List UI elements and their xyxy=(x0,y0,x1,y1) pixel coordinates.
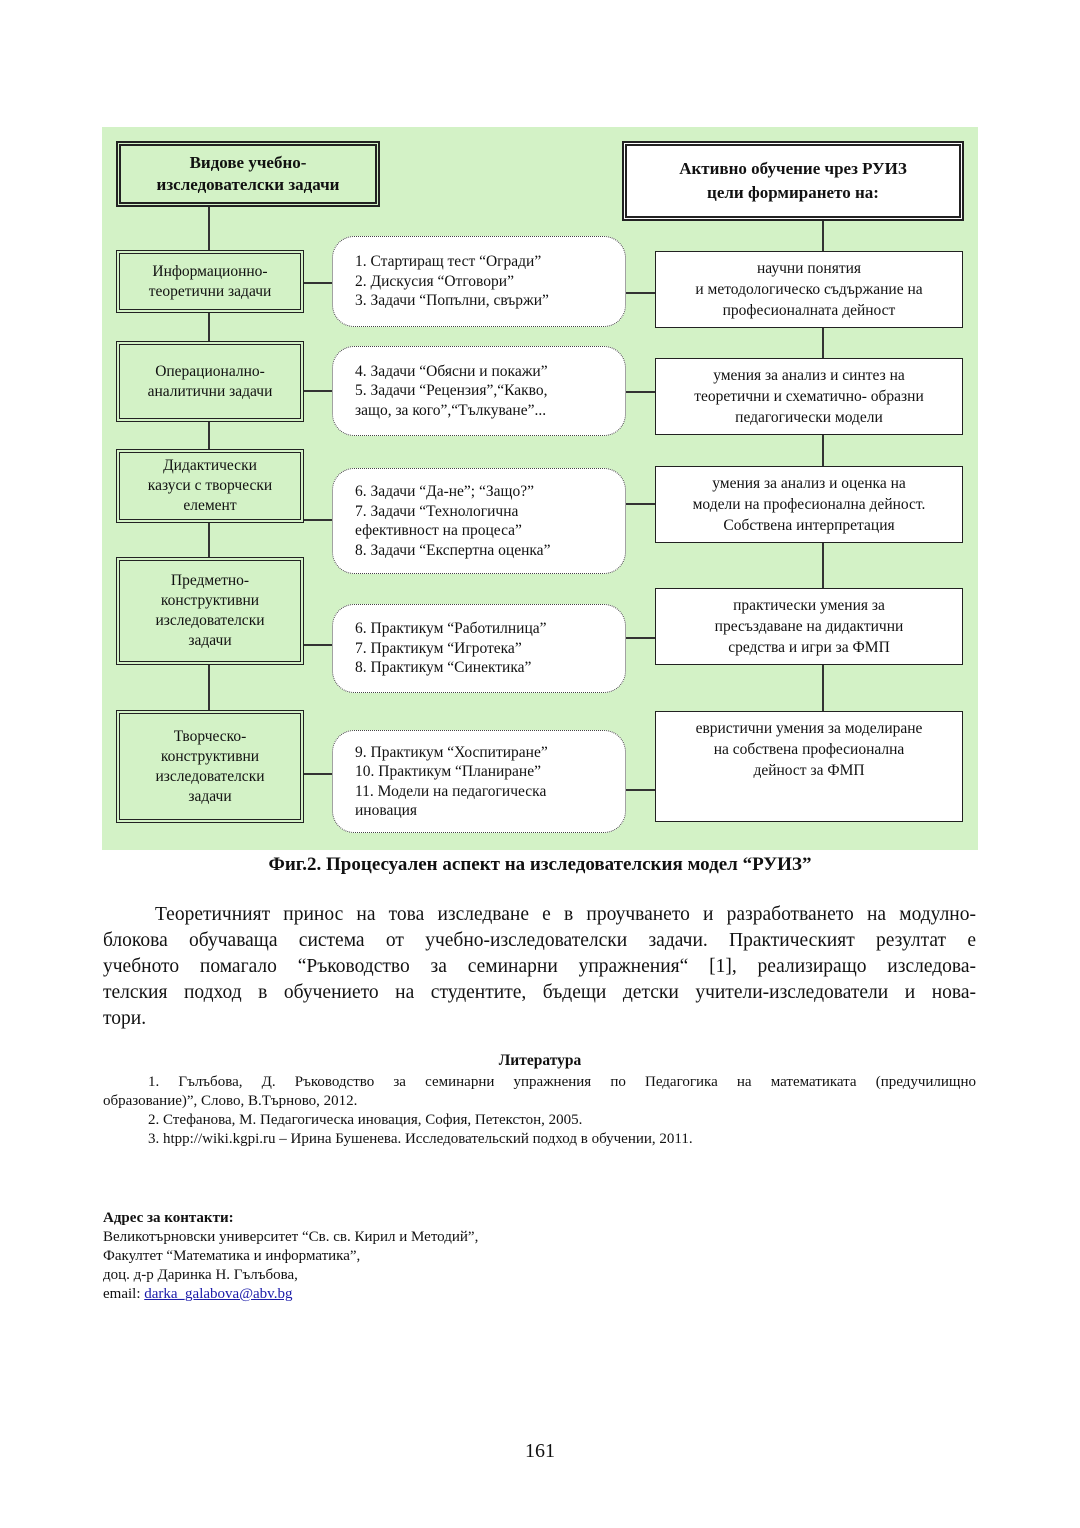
connector xyxy=(624,503,656,505)
process-diagram xyxy=(102,127,978,850)
box-line: задачи xyxy=(188,632,232,649)
box-line: задачи xyxy=(188,787,232,805)
box-line: изследователски xyxy=(155,767,265,785)
task-type-box xyxy=(116,557,304,665)
task-list-oval xyxy=(332,236,626,327)
task-item: 8. Практикум “Синектика” xyxy=(355,659,532,677)
email-label: email: xyxy=(103,1286,145,1302)
figure-caption: Фиг.2. Процесуален аспект на изследователския модел “РУИЗ” xyxy=(268,854,812,875)
paragraph-line: тори. xyxy=(103,1008,147,1029)
goal-line: теоретични и схематично- образни xyxy=(694,388,924,405)
box-line: изследователски xyxy=(155,612,265,629)
goal-line: средства и игри за ФМП xyxy=(728,639,890,656)
goal-line: Собствена интерпретация xyxy=(723,517,895,534)
contact-line: Факултет “Математика и информатика”, xyxy=(103,1248,361,1264)
task-type-box xyxy=(116,250,304,313)
task-item: 11. Модели на педагогическа xyxy=(355,782,547,800)
box-line: конструктивни xyxy=(160,592,260,609)
connector xyxy=(624,292,656,294)
task-list-oval xyxy=(332,468,626,574)
reference-item-continuation: образование)”, Слово, В.Търново, 2012. xyxy=(103,1093,358,1109)
task-list-oval xyxy=(332,346,626,436)
goal-line: и методологическо съдържание на xyxy=(695,281,923,298)
task-item: 10. Практикум “Планиране” xyxy=(355,763,541,780)
page-number: 161 xyxy=(525,1440,555,1462)
paragraph-line: Теоретичният принос на това изследване е в проучването и разработването на модулно- xyxy=(155,904,976,925)
task-item: 8. Задачи “Експертна оценка” xyxy=(355,541,551,559)
task-item: 7. Задачи “Технологична xyxy=(355,502,519,520)
task-item: 7. Практикум “Игротека” xyxy=(355,639,522,657)
right-header-box xyxy=(622,141,964,221)
contact-title: Адрес за контакти: xyxy=(103,1210,234,1226)
task-item: 5. Задачи “Рецензия”,“Какво, xyxy=(355,382,548,400)
header-line: цели формирането на: xyxy=(707,183,879,202)
connector xyxy=(302,282,334,284)
goal-box xyxy=(655,466,963,543)
goal-line: евристични умения за моделиране xyxy=(695,720,923,737)
goal-line: модели на професионална дейност. xyxy=(692,496,926,513)
task-list-oval xyxy=(332,604,626,693)
task-type-box xyxy=(116,341,304,422)
task-list-oval xyxy=(332,730,626,833)
reference-item: 1. Гълъбова, Д. Ръководство за семинарни упражнения по Педагогика на математиката (предучилищно xyxy=(148,1074,976,1090)
goal-line: практически умения за xyxy=(733,597,885,614)
left-header-box xyxy=(116,141,380,207)
contact-line: доц. д-р Даринка Н. Гълъбова, xyxy=(103,1267,298,1283)
email-link[interactable]: darka_galabova@abv.bg xyxy=(144,1286,293,1302)
box-line: конструктивни xyxy=(160,747,260,765)
contact-email-line xyxy=(103,1285,478,1304)
goal-line: умения за анализ и синтез на xyxy=(713,367,905,384)
task-item: 6. Практикум “Работилница” xyxy=(355,620,547,638)
box-line: Творческо- xyxy=(173,727,247,745)
box-line: казуси с творчески xyxy=(147,477,273,494)
connector xyxy=(302,644,334,646)
goal-line: дейност за ФМП xyxy=(753,762,865,779)
connector xyxy=(302,519,334,521)
goal-line: професионалната дейност xyxy=(722,302,896,319)
connector xyxy=(302,773,334,775)
box-line: аналитични задачи xyxy=(147,382,273,400)
goal-box xyxy=(655,588,963,665)
task-type-box xyxy=(116,449,304,523)
task-item: 4. Задачи “Обясни и покажи” xyxy=(355,362,548,380)
goal-box xyxy=(655,358,963,435)
goal-box xyxy=(655,251,963,328)
paragraph-line: учебното помагало “Ръководство за семинарни упражнения“ [1], реализиращо изследова- xyxy=(103,956,976,977)
paragraph-line: телския подход в обучението на студентите, бъдещи детски учители-изследователи и нова- xyxy=(103,982,976,1003)
task-item: 6. Задачи “Да-не”; “Защо?” xyxy=(355,483,534,500)
connector xyxy=(624,391,656,393)
box-line: теоретични задачи xyxy=(148,282,272,300)
task-item: иновация xyxy=(355,802,418,819)
task-item: защо, за кого”,“Тълкуване”... xyxy=(355,401,547,419)
box-line: Информационно- xyxy=(152,262,268,280)
task-type-box xyxy=(116,710,304,823)
contact-line: Великотърновски университет “Св. св. Кирил и Методий”, xyxy=(103,1229,479,1245)
reference-item: 2. Стефанова, М. Педагогическа иновация, София, Петекстон, 2005. xyxy=(148,1112,583,1128)
goal-line: педагогически модели xyxy=(735,409,883,426)
reference-item: 3. htpp://wiki.kgpi.ru – Ирина Бушенева. Исследовательский подход в обучении, 2011. xyxy=(148,1131,693,1147)
goal-line: научни понятия xyxy=(756,260,862,277)
connector xyxy=(302,390,334,392)
task-item: 9. Практикум “Хоспитиране” xyxy=(355,743,548,761)
task-item: ефективност на процеса” xyxy=(355,522,522,539)
box-line: Дидактически xyxy=(163,457,257,474)
body-paragraph xyxy=(103,902,976,1032)
contact-address xyxy=(103,1209,478,1304)
task-item: 2. Дискусия “Отговори” xyxy=(355,272,514,290)
task-item: 3. Задачи “Попълни, свържи” xyxy=(355,292,549,310)
header-line: изследователски задачи xyxy=(156,175,340,194)
goal-box xyxy=(655,711,963,822)
task-item: 1. Стартиращ тест “Огради” xyxy=(355,253,542,271)
connector xyxy=(624,637,656,639)
references-list xyxy=(103,1073,976,1149)
box-line: Операционално- xyxy=(155,362,265,380)
literature-title: Литература xyxy=(498,1052,582,1069)
goal-line: на собствена професионална xyxy=(713,741,905,758)
header-line: Активно обучение чрез РУИЗ xyxy=(679,159,907,178)
paragraph-line: блокова обучаваща система от учебно-изследователски задачи. Практическият резултат е xyxy=(103,930,976,951)
box-line: Предметно- xyxy=(170,572,250,589)
header-line: Видове учебно- xyxy=(189,153,307,172)
goal-line: пресъздаване на дидактични xyxy=(714,618,904,635)
connector xyxy=(624,789,656,791)
box-line: елемент xyxy=(183,497,237,514)
goal-line: умения за анализ и оценка на xyxy=(712,475,906,492)
